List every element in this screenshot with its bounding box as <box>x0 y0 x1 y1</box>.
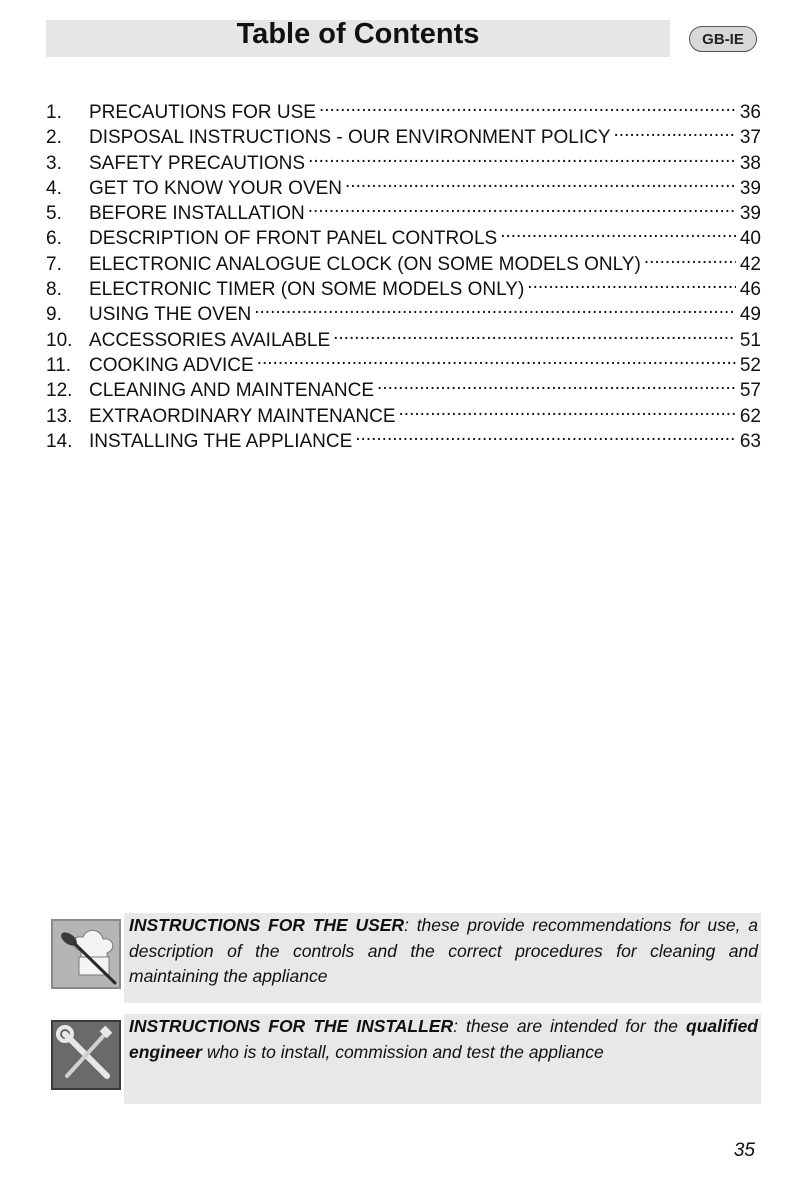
toc-entry-page: 63 <box>739 430 761 452</box>
toc-entry-page: 36 <box>739 102 761 123</box>
toc-entry-number: 4. <box>46 177 62 199</box>
toc-entry-page: 52 <box>739 354 761 376</box>
toc-dot-leader <box>355 422 736 447</box>
user-instructions-box <box>51 913 761 1003</box>
toc-entry-number: 1. <box>46 102 62 123</box>
toc-entry-title: DISPOSAL INSTRUCTIONS - OUR ENVIRONMENT POLICY <box>89 127 611 149</box>
toc-entry-number: 11. <box>46 354 72 376</box>
language-badge: GB-IE <box>689 26 757 52</box>
toc-entry-page: 51 <box>739 329 761 351</box>
installer-instructions-emphasis: qualified engineer <box>129 1016 758 1062</box>
toc-entry-number: 3. <box>46 152 62 174</box>
toc-dot-leader <box>500 219 736 244</box>
toc-entry-title: BEFORE INSTALLATION <box>89 203 305 225</box>
toc-entry-number: 5. <box>46 203 62 225</box>
chef-spoon-icon <box>51 919 121 989</box>
toc-entry-number: 10. <box>46 329 73 351</box>
toc-dot-leader <box>527 270 736 295</box>
user-instructions-body: : these provide recommendations for use, a description of the controls and the correct procedures for cleaning and maintaining the appliance <box>129 915 758 986</box>
toc-entry-number: 8. <box>46 279 62 301</box>
table-of-contents <box>46 93 761 452</box>
toc-dot-leader <box>308 144 736 169</box>
toc-entry-number: 14. <box>46 430 73 452</box>
toc-entry-number: 9. <box>46 304 62 326</box>
toc-entry-number: 6. <box>46 228 62 250</box>
toc-entry-page: 42 <box>739 253 761 275</box>
page-number: 35 <box>733 1140 755 1161</box>
installer-instructions-heading: INSTRUCTIONS FOR THE INSTALLER <box>129 1016 454 1036</box>
toc-entry-title: SAFETY PRECAUTIONS <box>89 152 306 174</box>
toc-entry-page: 49 <box>739 304 761 326</box>
installer-instructions-box <box>51 1014 761 1104</box>
toc-entry-number: 13. <box>46 405 73 427</box>
toc-entry-title: EXTRAORDINARY MAINTENANCE <box>89 405 396 427</box>
toc-entry-page: 37 <box>739 127 761 149</box>
toc-dot-leader <box>345 169 736 194</box>
toc-entry-page: 39 <box>739 177 761 199</box>
toc-entry-title: ELECTRONIC ANALOGUE CLOCK (ON SOME MODELS ONLY) <box>89 253 641 275</box>
installer-instructions-text <box>129 1014 758 1065</box>
toc-dot-leader <box>257 346 736 371</box>
toc-entry-page: 40 <box>739 228 761 250</box>
toc-entry-page: 39 <box>739 203 761 225</box>
toc-entry-page: 57 <box>739 380 761 402</box>
user-instructions-heading: INSTRUCTIONS FOR THE USER <box>129 915 405 935</box>
toc-entry-title: INSTALLING THE APPLIANCE <box>89 430 353 452</box>
toc-entry-title: CLEANING AND MAINTENANCE <box>89 380 375 402</box>
toc-entry-title: COOKING ADVICE <box>89 354 254 376</box>
user-instructions-text <box>129 913 758 990</box>
installer-instructions-body-b: who is to install, commission and test the appliance <box>201 1041 604 1062</box>
toc-entry[interactable] <box>46 93 761 123</box>
installer-instructions-body-a: : these are intended for the <box>453 1016 687 1036</box>
toc-dot-leader <box>333 321 736 346</box>
toc-dot-leader <box>319 93 736 118</box>
toc-entry-title: GET TO KNOW YOUR OVEN <box>89 177 343 199</box>
toc-dot-leader <box>308 194 736 219</box>
toc-entry-number: 7. <box>46 253 62 275</box>
toc-dot-leader <box>399 397 736 422</box>
toc-dot-leader <box>614 118 736 143</box>
toc-entry-title: ELECTRONIC TIMER (ON SOME MODELS ONLY) <box>89 279 525 301</box>
toc-entry-number: 2. <box>46 127 62 149</box>
toc-entry-title: ACCESSORIES AVAILABLE <box>89 329 331 351</box>
toc-entry-number: 12. <box>46 380 73 402</box>
toc-entry-page: 38 <box>739 152 761 174</box>
tools-icon <box>51 1020 121 1090</box>
toc-entry-page: 62 <box>739 405 761 427</box>
toc-dot-leader <box>644 245 736 270</box>
toc-entry-title: USING THE OVEN <box>89 304 252 326</box>
toc-dot-leader <box>377 371 736 396</box>
toc-entry-page: 46 <box>739 279 761 301</box>
toc-dot-leader <box>254 295 736 320</box>
toc-entry-title: DESCRIPTION OF FRONT PANEL CONTROLS <box>89 228 498 250</box>
page-title: Table of Contents <box>236 18 480 50</box>
toc-entry-title: PRECAUTIONS FOR USE <box>89 102 316 123</box>
